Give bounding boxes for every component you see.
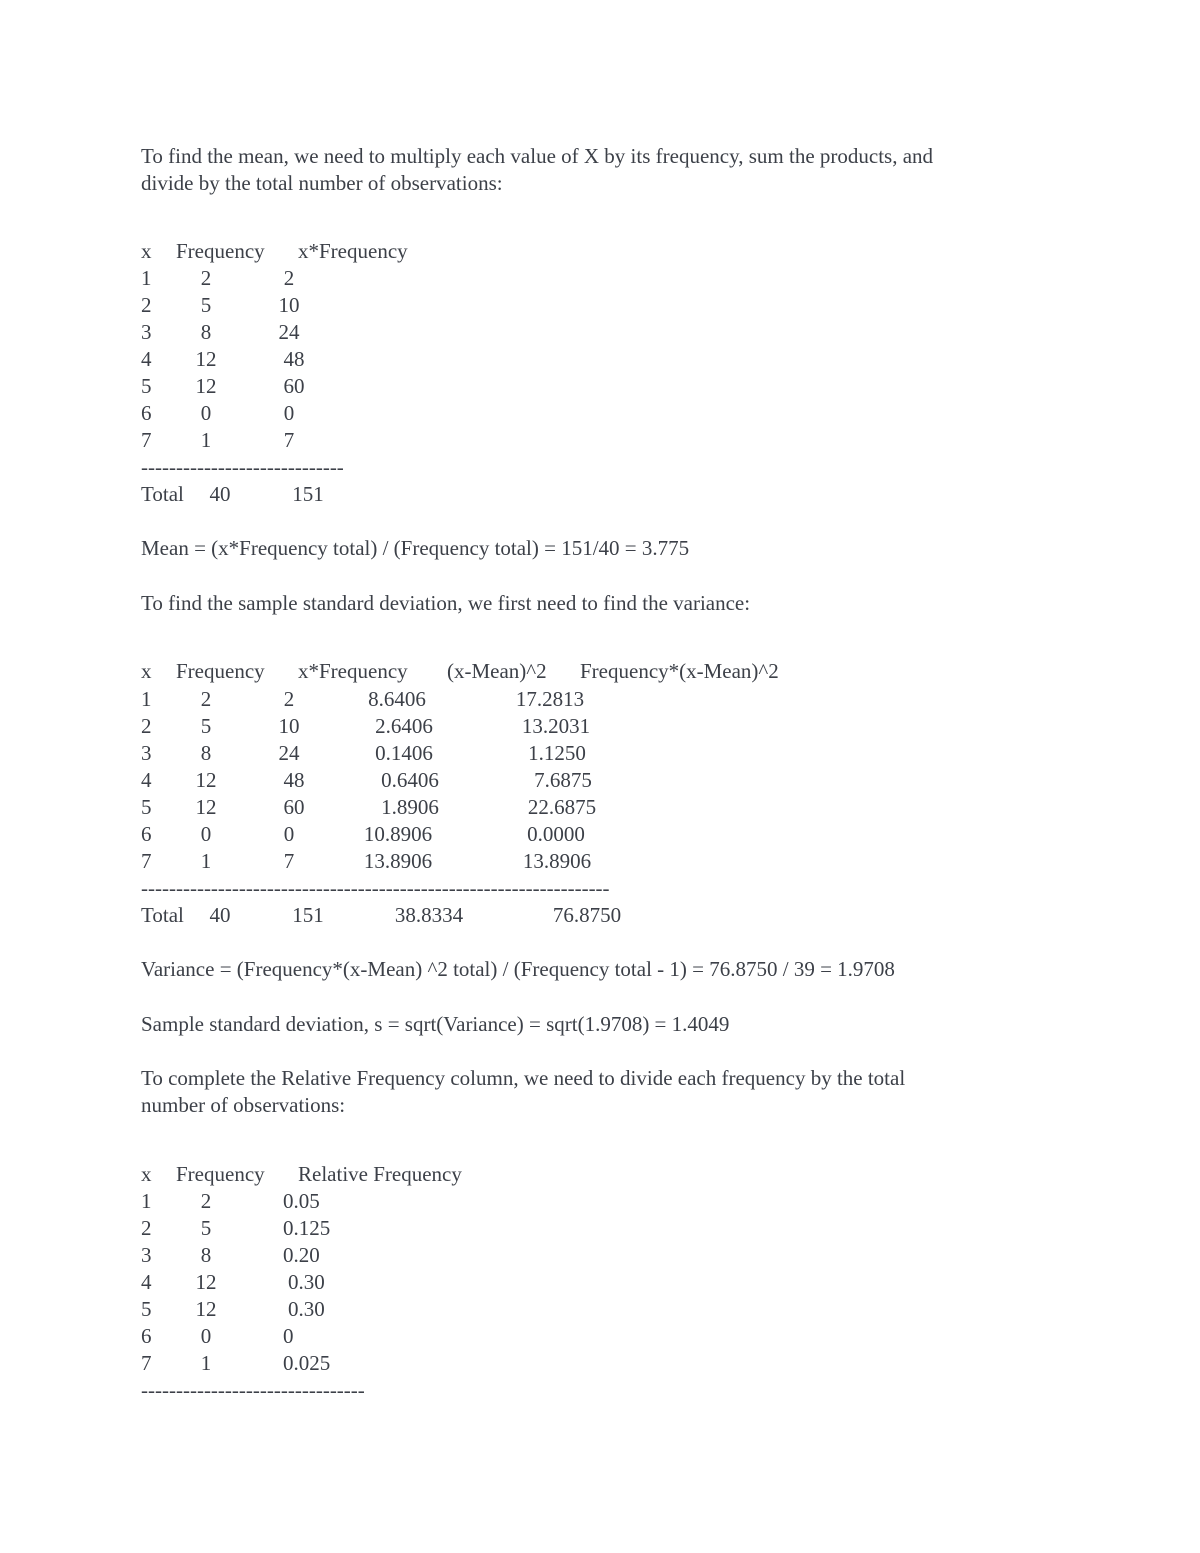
table-cell: 0.05 (283, 1189, 320, 1213)
table-cell: 22.6875 (527, 795, 597, 819)
table-header-row (0, 238, 1200, 265)
table-total-row (0, 481, 1200, 508)
table-cell: 8.6406 (368, 687, 426, 711)
table-row (0, 292, 1200, 319)
table-cell: 3 (141, 320, 152, 344)
table-cell: 24 (278, 320, 300, 344)
sd-intro-line: To find the sample standard deviation, we first need to find the variance: (141, 591, 751, 615)
table-header-cell: x*Frequency (298, 659, 408, 683)
table-cell: 0 (283, 822, 295, 846)
table-cell: 8 (200, 1243, 212, 1267)
table-row (0, 686, 1200, 713)
rel-intro-line-1: To complete the Relative Frequency column, we need to divide each frequency by the total (141, 1066, 906, 1090)
table-cell: 4 (141, 768, 152, 792)
table-cell: 3 (141, 1243, 152, 1267)
table-cell: 2 (141, 1216, 152, 1240)
table-cell: 7.6875 (534, 768, 592, 792)
table-row (0, 346, 1200, 373)
table-row (0, 1323, 1200, 1350)
table-cell: 1.1250 (528, 741, 586, 765)
intro-line-1: To find the mean, we need to multiply each value of X by its frequency, sum the products, and (141, 144, 934, 168)
table-total-cell: 38.8334 (394, 903, 464, 927)
table-cell: 6 (141, 1324, 152, 1348)
table-row (0, 373, 1200, 400)
table-rule: ----------------------------- (141, 455, 344, 479)
table-cell: 12 (195, 347, 217, 371)
table-cell: 12 (195, 1297, 217, 1321)
table-row (0, 1242, 1200, 1269)
table-cell: 12 (195, 795, 217, 819)
table-cell: 0 (283, 1324, 294, 1348)
table-cell: 2.6406 (375, 714, 433, 738)
table-header-cell: Frequency (176, 239, 265, 263)
table-cell: 0 (200, 1324, 212, 1348)
table-cell: 2 (200, 1189, 212, 1213)
table-cell: 5 (200, 714, 212, 738)
table-cell: 5 (141, 1297, 152, 1321)
table-row (0, 713, 1200, 740)
table-cell: 10 (278, 714, 300, 738)
table-cell: 13.8906 (522, 849, 592, 873)
table-total-label: Total (141, 482, 184, 506)
table-header-row (0, 658, 1200, 685)
table-row (0, 400, 1200, 427)
table-header-cell: x (141, 1162, 152, 1186)
table-cell: 13.2031 (521, 714, 591, 738)
table-row (0, 1296, 1200, 1323)
table-cell: 2 (283, 687, 295, 711)
table-cell: 0.20 (283, 1243, 320, 1267)
table-header-cell: Frequency*(x-Mean)^2 (580, 659, 779, 683)
table-cell: 24 (278, 741, 300, 765)
table-cell: 0.025 (283, 1351, 331, 1375)
table-cell: 48 (283, 768, 305, 792)
table-cell: 0 (200, 822, 212, 846)
table-cell: 7 (283, 428, 295, 452)
table-cell: 8 (200, 741, 212, 765)
table-header-cell: x (141, 659, 152, 683)
table-cell: 1 (200, 428, 212, 452)
table-cell: 1 (141, 687, 152, 711)
table-cell: 0 (200, 401, 212, 425)
table-cell: 12 (195, 1270, 217, 1294)
table-cell: 1 (141, 1189, 152, 1213)
mean-line: Mean = (x*Frequency total) / (Frequency total) = 151/40 = 3.775 (141, 536, 690, 560)
table-cell: 7 (283, 849, 295, 873)
table-row (0, 1215, 1200, 1242)
table-row (0, 319, 1200, 346)
table-cell: 60 (283, 374, 305, 398)
table-total-cell: 151 (292, 903, 324, 927)
table-total-cell: 40 (209, 903, 231, 927)
table-cell: 2 (200, 266, 212, 290)
table-header-cell: (x-Mean)^2 (447, 659, 547, 683)
table-cell: 12 (195, 768, 217, 792)
table-cell: 17.2813 (515, 687, 585, 711)
table-header-cell: x*Frequency (298, 239, 408, 263)
table-cell: 2 (283, 266, 295, 290)
table-cell: 0.1406 (375, 741, 433, 765)
table-cell: 0 (283, 401, 295, 425)
rel-intro-line-2: number of observations: (141, 1093, 346, 1117)
table-cell: 1.8906 (381, 795, 439, 819)
table-cell: 2 (200, 687, 212, 711)
table-row (0, 1350, 1200, 1377)
table-row (0, 1188, 1200, 1215)
table-rule: ------------------------------------------------------------------- (141, 876, 610, 900)
table-cell: 7 (141, 428, 152, 452)
table-cell: 0.6406 (381, 768, 439, 792)
table-cell: 60 (283, 795, 305, 819)
table-cell: 8 (200, 320, 212, 344)
table-total-cell: 151 (292, 482, 324, 506)
table-cell: 0.30 (288, 1297, 325, 1321)
table-cell: 12 (195, 374, 217, 398)
table-cell: 5 (141, 795, 152, 819)
table-cell: 6 (141, 401, 152, 425)
table-cell: 48 (283, 347, 305, 371)
table-cell: 5 (200, 1216, 212, 1240)
table-header-row (0, 1161, 1200, 1188)
table-cell: 1 (200, 1351, 212, 1375)
table-header-cell: Relative Frequency (298, 1162, 462, 1186)
sd-line: Sample standard deviation, s = sqrt(Variance) = sqrt(1.9708) = 1.4049 (141, 1012, 730, 1036)
table-cell: 2 (141, 714, 152, 738)
table-cell: 5 (200, 293, 212, 317)
table-cell: 13.8906 (363, 849, 433, 873)
table-cell: 4 (141, 1270, 152, 1294)
table-row (0, 767, 1200, 794)
table-row (0, 427, 1200, 454)
table-row (0, 265, 1200, 292)
table-header-cell: x (141, 239, 152, 263)
table-rule: -------------------------------- (141, 1378, 365, 1402)
table-cell: 4 (141, 347, 152, 371)
table-header-cell: Frequency (176, 1162, 265, 1186)
table-header-cell: Frequency (176, 659, 265, 683)
table-cell: 7 (141, 1351, 152, 1375)
table-total-label: Total (141, 903, 184, 927)
table-cell: 10.8906 (363, 822, 433, 846)
table-cell: 0.0000 (527, 822, 585, 846)
table-cell: 10 (278, 293, 300, 317)
table-cell: 5 (141, 374, 152, 398)
table-total-cell: 40 (209, 482, 231, 506)
table-total-cell: 76.8750 (552, 903, 622, 927)
table-cell: 1 (200, 849, 212, 873)
table-cell: 3 (141, 741, 152, 765)
table-cell: 1 (141, 266, 152, 290)
table-row (0, 821, 1200, 848)
table-cell: 7 (141, 849, 152, 873)
table-row (0, 740, 1200, 767)
intro-line-2: divide by the total number of observations: (141, 171, 503, 195)
table-cell: 0.30 (288, 1270, 325, 1294)
table-row (0, 848, 1200, 875)
variance-line: Variance = (Frequency*(x-Mean) ^2 total) / (Frequency total - 1) = 76.8750 / 39 = 1.9708 (141, 957, 895, 981)
table-row (0, 1269, 1200, 1296)
table-cell: 0.125 (283, 1216, 331, 1240)
table-total-row (0, 902, 1200, 929)
table-cell: 2 (141, 293, 152, 317)
table-row (0, 794, 1200, 821)
table-cell: 6 (141, 822, 152, 846)
